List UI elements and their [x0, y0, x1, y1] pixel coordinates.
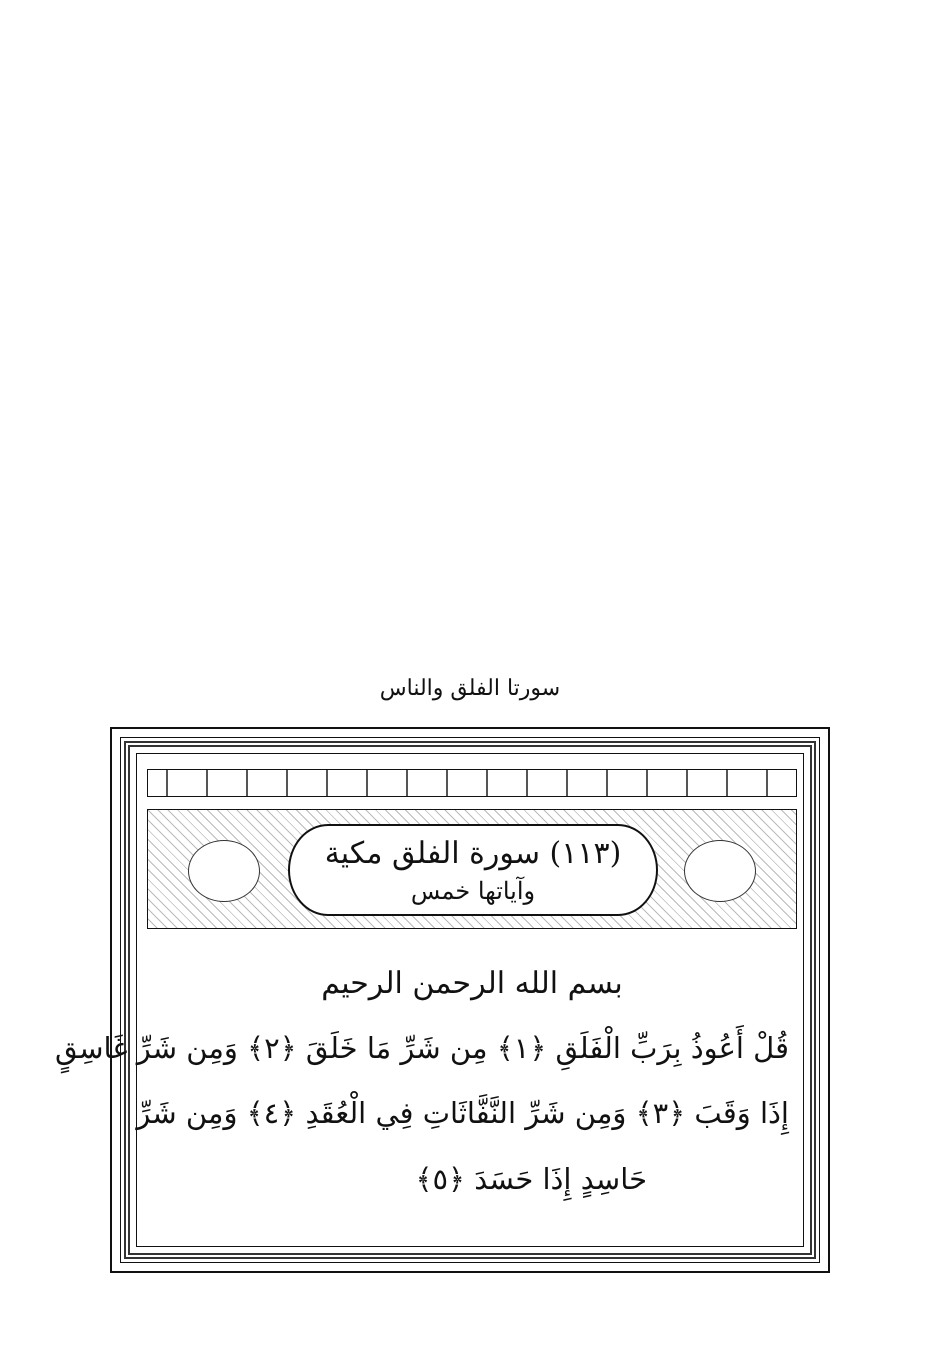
- sura-verse-count: وآياتها خمس: [410, 877, 536, 905]
- page-frame: [55, 727, 830, 1273]
- sura-title: (١١٣) سورة الفلق مكية: [324, 836, 622, 871]
- ornamental-frieze: [147, 769, 797, 797]
- sura-header-panel: [147, 809, 797, 929]
- basmala: بسم الله الرحمن الرحيم: [321, 966, 623, 1001]
- verse-line: إِذَا وَقَبَ ﴿٣﴾ وَمِن شَرِّ النَّفَّاثَاتِ فِي الْعُقَدِ ﴿٤﴾ وَمِن شَرِّ: [136, 1096, 789, 1130]
- verse-line: قُلْ أَعُوذُ بِرَبِّ الْفَلَقِ ﴿١﴾ مِن شَرِّ مَا خَلَقَ ﴿٢﴾ وَمِن شَرِّ غَاسِقٍ: [55, 1031, 789, 1065]
- running-head: سورتا الفلق والناس: [379, 676, 561, 701]
- floral-ornament-icon: [188, 840, 260, 902]
- verse-line: حَاسِدٍ إِذَا حَسَدَ ﴿٥﴾: [415, 1162, 647, 1196]
- sura-title-cartouche: [288, 824, 658, 916]
- quran-text-panel: [55, 944, 797, 1244]
- floral-ornament-icon: [684, 840, 756, 902]
